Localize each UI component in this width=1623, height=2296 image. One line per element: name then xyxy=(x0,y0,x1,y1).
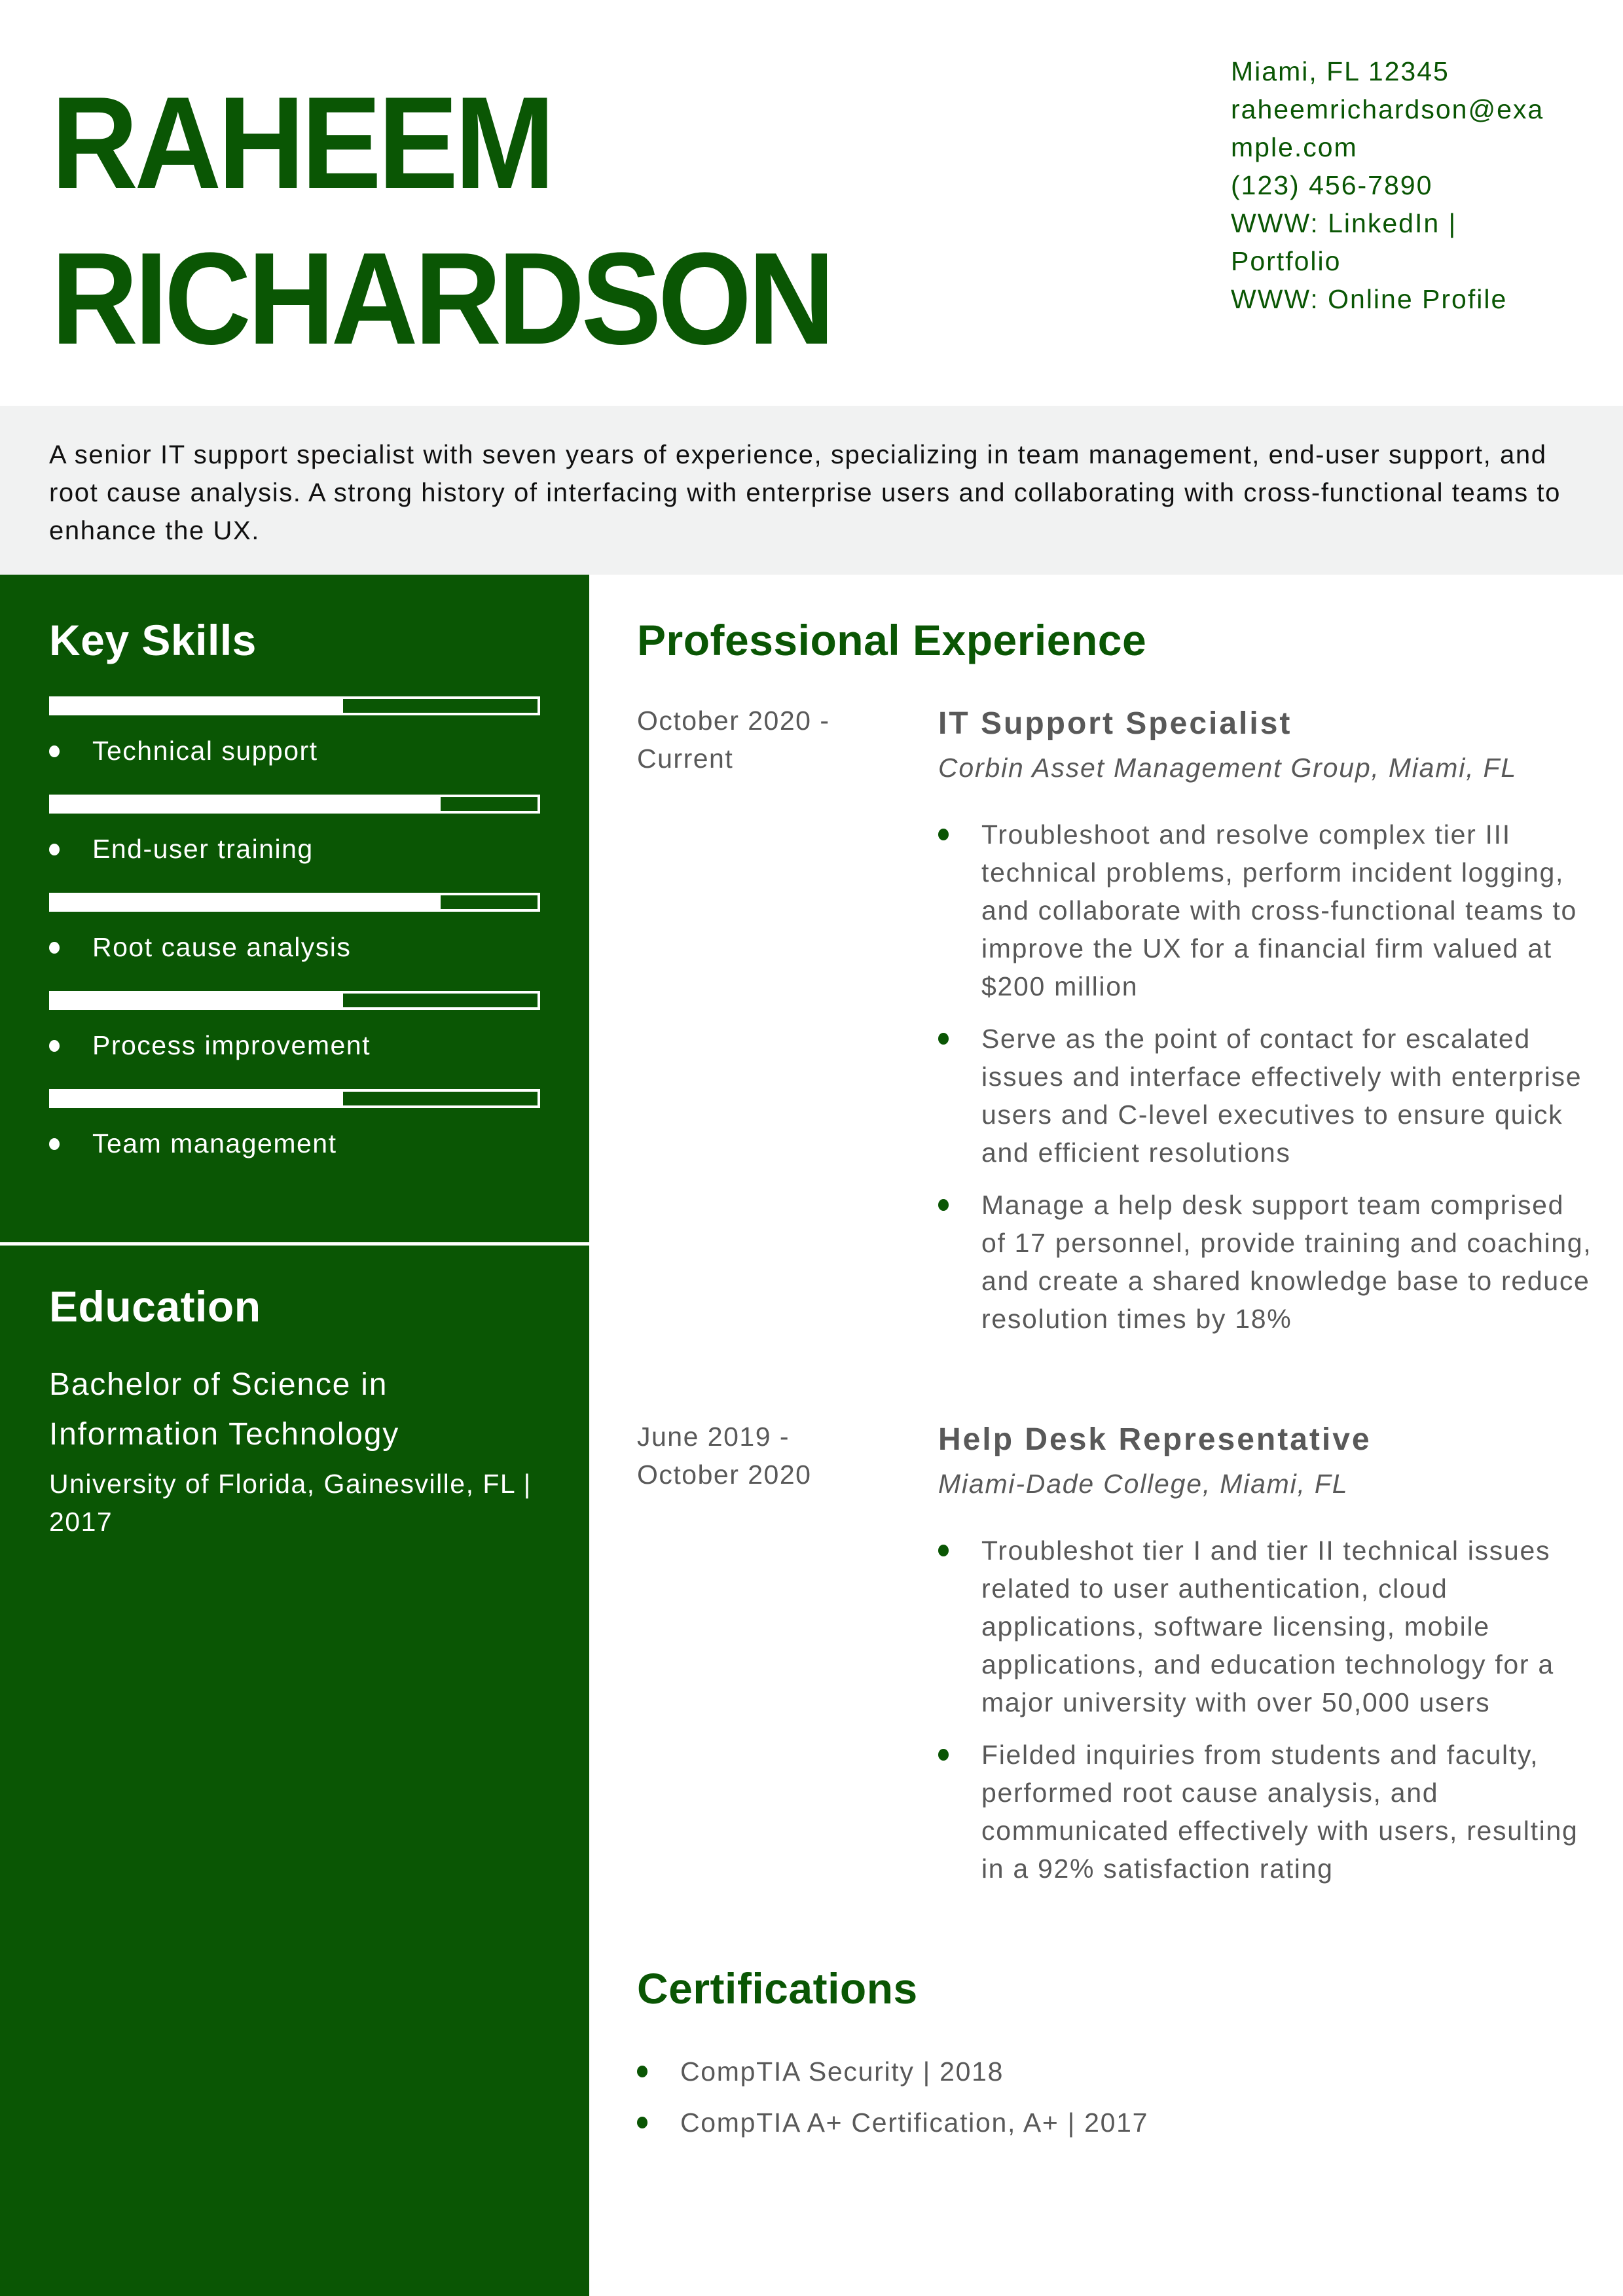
skill-item xyxy=(49,991,540,1089)
bullet-icon xyxy=(49,844,60,855)
job-bullets xyxy=(938,816,1593,1352)
list-item xyxy=(938,1532,1593,1721)
education-school: University of Florida, Gainesville, FL | 2017 xyxy=(49,1469,532,1537)
contact-email[interactable] xyxy=(1231,90,1571,166)
contact-web1-line2[interactable]: Portfolio xyxy=(1231,246,1341,276)
bullet-icon xyxy=(938,829,949,840)
certifications-heading: Certifications xyxy=(637,1964,918,2013)
bullet-icon xyxy=(49,745,60,757)
candidate-name xyxy=(51,65,831,377)
job-bullets xyxy=(938,1532,1593,1902)
bullet-icon xyxy=(49,942,60,954)
bullet-icon xyxy=(49,1040,60,1052)
skill-level-fill xyxy=(52,797,441,811)
skill-level-bar xyxy=(49,1089,540,1108)
skills-list xyxy=(49,696,540,1187)
bullet-text: Troubleshot tier I and tier II technical issues related to user authentication, cloud applications, software licensing, mobile applications, and education technology for a major university with over 50,000 users xyxy=(981,1535,1554,1717)
sidebar-divider xyxy=(0,1242,589,1246)
job-title: Help Desk Representative xyxy=(938,1422,1372,1457)
skill-level-fill xyxy=(52,699,343,713)
skill-level-bar xyxy=(49,893,540,912)
job-dates: October 2020 - Current xyxy=(637,706,830,774)
bullet-icon xyxy=(938,1199,949,1211)
certifications-list xyxy=(637,2046,1148,2148)
list-item xyxy=(637,2097,1148,2148)
list-item xyxy=(938,1020,1593,1172)
contact-web1-line1[interactable]: WWW: LinkedIn | xyxy=(1231,208,1457,238)
contact-online-profile-link[interactable]: WWW: Online Profile xyxy=(1231,284,1508,314)
experience-heading: Professional Experience xyxy=(637,616,1147,664)
education-degree: Bachelor of Science in Information Technology xyxy=(49,1367,400,1452)
bullet-text: Troubleshoot and resolve complex tier III technical problems, perform incident logging, and collaborate with cross-functional teams to improve the UX for a financial firm valued at $200 million xyxy=(981,819,1578,1001)
skill-level-fill xyxy=(52,1092,343,1105)
name-last: RICHARDSON xyxy=(51,226,831,372)
job-company: Miami-Dade College, Miami, FL xyxy=(938,1469,1349,1499)
skill-level-bar xyxy=(49,696,540,715)
contact-location: Miami, FL 12345 xyxy=(1231,56,1450,86)
contact-linkedin-portfolio-link[interactable] xyxy=(1231,204,1571,280)
skill-label: Root cause analysis xyxy=(92,932,352,962)
bullet-text: Manage a help desk support team comprised of 17 personnel, provide training and coaching, and create a shared knowledge base to reduce resolution times by 18% xyxy=(981,1190,1592,1334)
certification-text: CompTIA Security | 2018 xyxy=(680,2056,1004,2087)
list-item xyxy=(938,1186,1593,1338)
list-item xyxy=(637,2046,1148,2097)
bullet-icon xyxy=(938,1545,949,1556)
skill-item xyxy=(49,696,540,795)
contact-email-line1[interactable]: raheemrichardson@exa xyxy=(1231,94,1544,124)
contact-phone: (123) 456-7890 xyxy=(1231,170,1433,200)
bullet-icon xyxy=(938,1749,949,1761)
skill-item xyxy=(49,1089,540,1187)
skill-label: End-user training xyxy=(92,834,314,864)
skill-level-bar xyxy=(49,795,540,814)
bullet-icon xyxy=(637,2066,647,2077)
skill-level-fill xyxy=(52,895,441,909)
name-first: RAHEEM xyxy=(51,70,552,216)
job-title: IT Support Specialist xyxy=(938,706,1292,741)
skill-level-fill xyxy=(52,994,343,1007)
sidebar xyxy=(0,575,589,2296)
bullet-icon xyxy=(49,1138,60,1150)
skills-heading: Key Skills xyxy=(49,616,257,664)
bullet-icon xyxy=(637,2117,647,2128)
job-dates: June 2019 - October 2020 xyxy=(637,1422,812,1490)
education-heading: Education xyxy=(49,1282,261,1331)
skill-label: Process improvement xyxy=(92,1030,371,1060)
bullet-icon xyxy=(938,1033,949,1045)
list-item xyxy=(938,1736,1593,1888)
list-item xyxy=(938,816,1593,1005)
skill-item xyxy=(49,795,540,893)
bullet-text: Fielded inquiries from students and faculty, performed root cause analysis, and communicated effectively with users, resulting in a 92% satisfaction rating xyxy=(981,1740,1578,1884)
skill-label: Team management xyxy=(92,1128,337,1158)
professional-summary: A senior IT support specialist with seven years of experience, specializing in team management, end-user support, and root cause analysis. A strong history of interfacing with enterprise users and collaborating with cross-functional teams to enhance the UX. xyxy=(49,440,1561,545)
job-company: Corbin Asset Management Group, Miami, FL xyxy=(938,753,1517,783)
skill-item xyxy=(49,893,540,991)
contact-email-line2[interactable]: mple.com xyxy=(1231,132,1358,162)
certification-text: CompTIA A+ Certification, A+ | 2017 xyxy=(680,2108,1149,2138)
skill-level-bar xyxy=(49,991,540,1010)
bullet-text: Serve as the point of contact for escalated issues and interface effectively with enterprise users and C-level executives to ensure quick and efficient resolutions xyxy=(981,1024,1582,1168)
contact-block xyxy=(1231,52,1571,318)
skill-label: Technical support xyxy=(92,736,318,766)
